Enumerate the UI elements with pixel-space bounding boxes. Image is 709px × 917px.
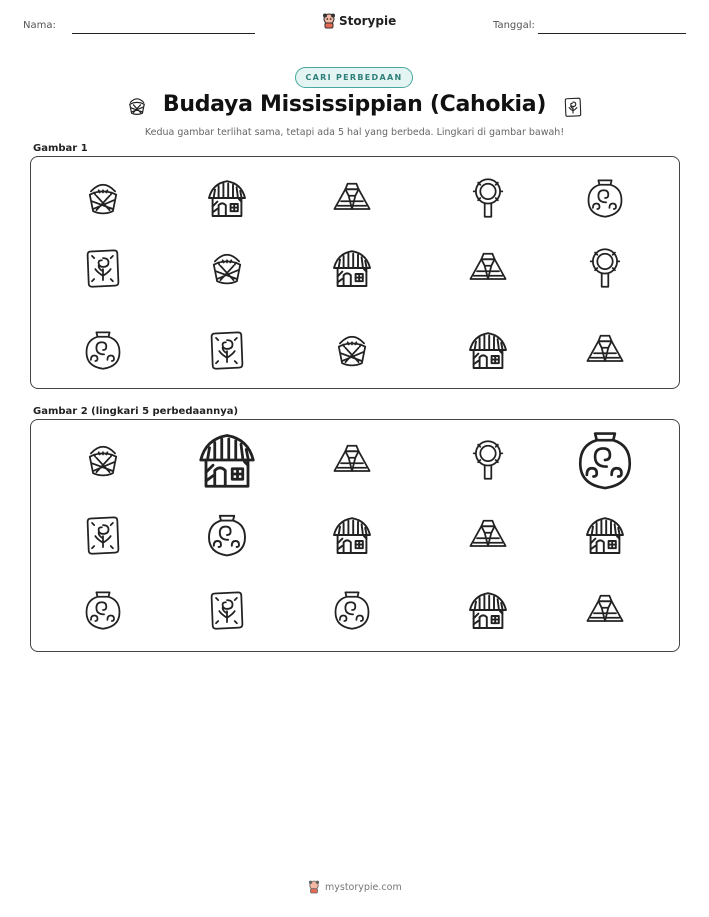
storypie-logo <box>322 13 396 29</box>
section-1-label: Gambar 1 <box>33 143 88 154</box>
hut-icon[interactable] <box>581 511 629 559</box>
hut-icon[interactable] <box>464 586 512 634</box>
hut-icon[interactable] <box>328 511 376 559</box>
pyramid-icon <box>330 176 374 220</box>
footer <box>308 880 402 894</box>
hut-icon <box>464 326 512 374</box>
instructions: Kedua gambar terlihat sama, tetapi ada 5 hal yang berbeda. Lingkari di gambar bawah! <box>144 127 565 138</box>
basket-icon <box>81 176 125 220</box>
storypie-mascot-icon <box>308 880 320 894</box>
basket-icon <box>330 328 374 372</box>
mirror-icon <box>583 246 627 290</box>
spiral-pot-icon[interactable] <box>330 588 374 632</box>
pyramid-icon[interactable] <box>583 588 627 632</box>
date-label: Tanggal: <box>493 20 535 31</box>
spiral-pot-icon <box>81 328 125 372</box>
spiral-pot-icon <box>583 176 627 220</box>
pyramid-icon[interactable] <box>330 438 374 482</box>
mirror-icon[interactable] <box>466 438 510 482</box>
hut-icon <box>328 244 376 292</box>
basket-icon <box>205 246 249 290</box>
title-plant-tablet-icon <box>562 94 584 120</box>
name-field[interactable] <box>72 33 255 34</box>
section-2-label: Gambar 2 (lingkari 5 perbedaannya) <box>33 406 239 417</box>
footer-site: mystorypie.com <box>325 881 402 893</box>
hut-icon[interactable] <box>192 425 262 495</box>
plant-tablet-icon[interactable] <box>81 513 125 557</box>
hut-icon <box>203 174 251 222</box>
spiral-pot-icon[interactable] <box>81 588 125 632</box>
pyramid-icon[interactable] <box>466 513 510 557</box>
spiral-pot-icon[interactable] <box>572 427 638 493</box>
plant-tablet-icon[interactable] <box>205 588 249 632</box>
date-field[interactable] <box>538 33 686 34</box>
pyramid-icon <box>466 246 510 290</box>
storypie-mascot-icon <box>322 13 336 29</box>
name-label: Nama: <box>23 20 56 31</box>
plant-tablet-icon <box>205 328 249 372</box>
activity-badge: CARI PERBEDAAN <box>295 67 413 88</box>
basket-icon[interactable] <box>81 438 125 482</box>
mirror-icon <box>466 176 510 220</box>
brand-name: Storypie <box>339 14 397 28</box>
spiral-pot-icon[interactable] <box>203 511 251 559</box>
pyramid-icon <box>583 328 627 372</box>
plant-tablet-icon <box>81 246 125 290</box>
page-title: Budaya Mississippian (Cahokia) <box>162 92 547 117</box>
